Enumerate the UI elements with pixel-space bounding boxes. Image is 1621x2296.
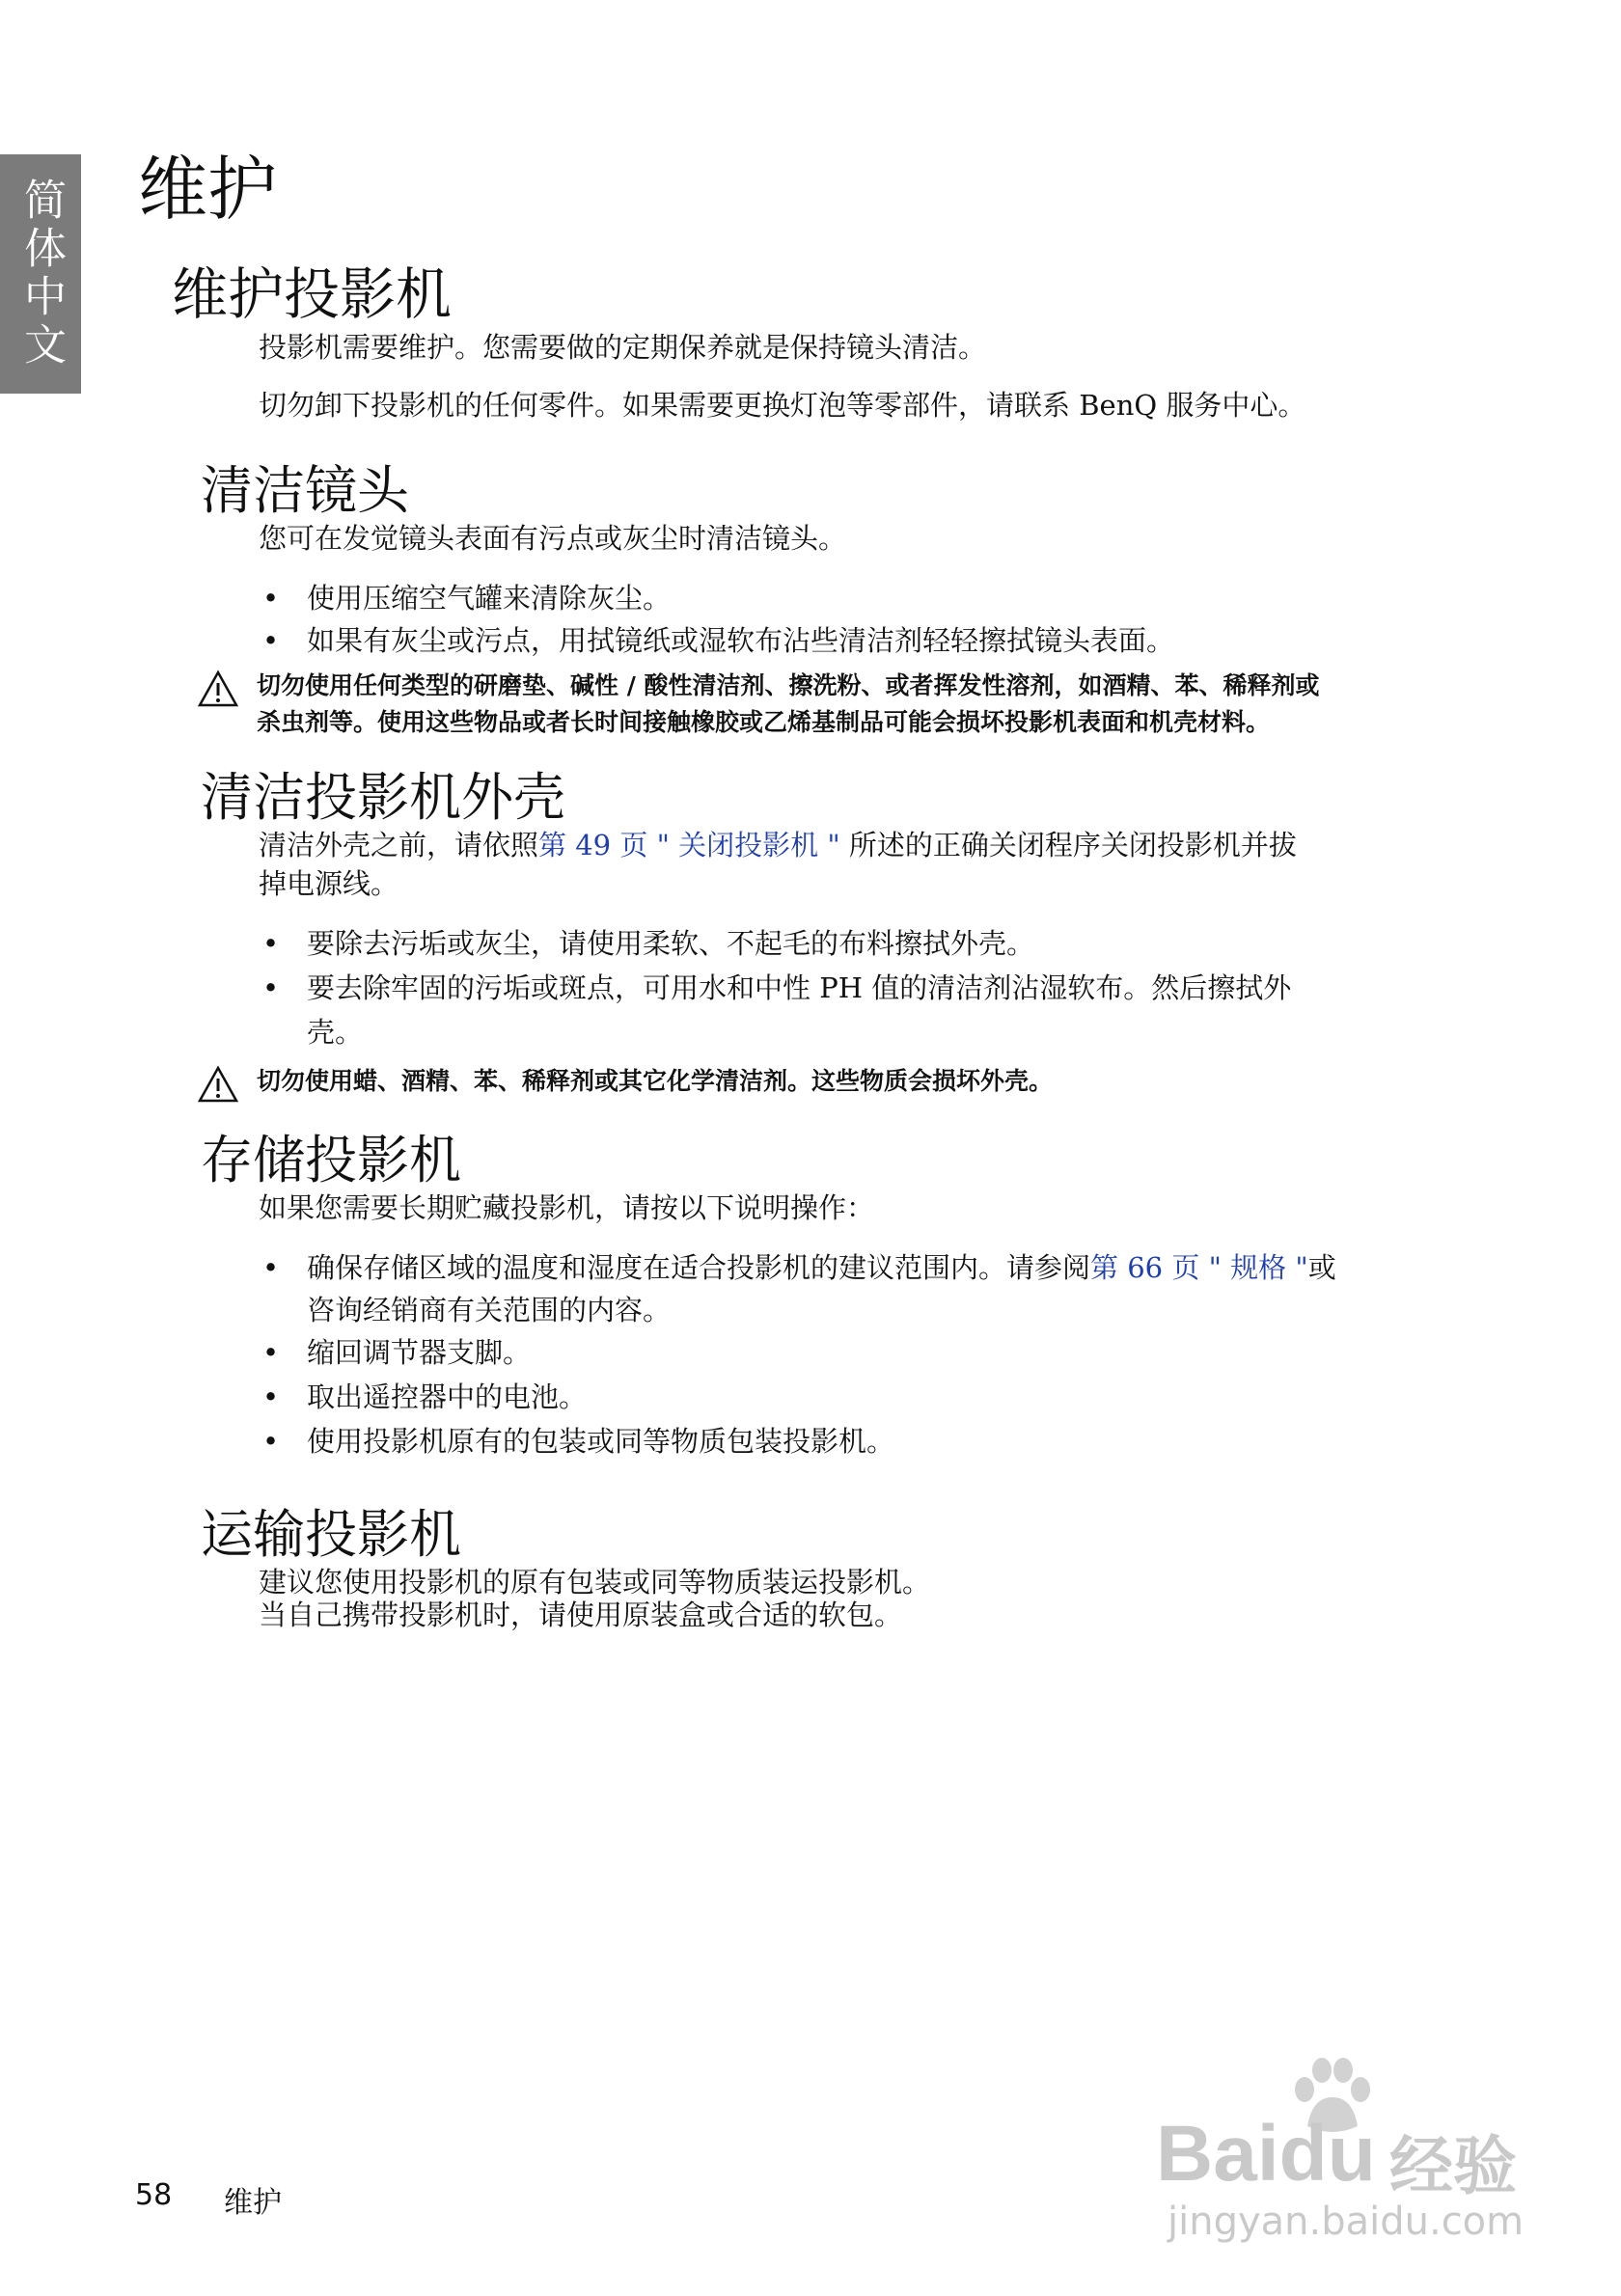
list-item-text: 如果有灰尘或污点，用拭镜纸或湿软布沾些清洁剂轻轻擦拭镜头表面。 (307, 624, 1175, 657)
list-item-text: 要除去污垢或灰尘，请使用柔软、不起毛的布料擦拭外壳。 (307, 927, 1035, 960)
list-item-text: 取出遥控器中的电池。 (307, 1380, 588, 1413)
list-item: • 缩回调节器支脚。 (262, 1336, 532, 1369)
list-item: • 取出遥控器中的电池。 (262, 1380, 588, 1413)
list-item-text: 使用压缩空气罐来清除灰尘。 (307, 582, 672, 615)
list-item-text: 要去除牢固的污垢或斑点，可用水和中性 PH 值的清洁剂沾湿软布。然后擦拭外 (307, 971, 1292, 1004)
watermark-url: jingyan.baidu.com (1168, 2200, 1525, 2244)
watermark-brand: Baidu (1156, 2110, 1376, 2198)
footer-chapter-label: 维护 (224, 2186, 282, 2220)
transport-paragraph-1: 建议您使用投影机的原有包装或同等物质装运投影机。 (259, 1566, 931, 1599)
maintain-paragraph-2: 切勿卸下投影机的任何零件。如果需要更换灯泡等零部件，请联系 BenQ 服务中心。 (259, 389, 1306, 422)
list-item-text: 缩回调节器支脚。 (307, 1336, 532, 1369)
lens-intro: 您可在发觉镜头表面有污点或灰尘时清洁镜头。 (259, 522, 847, 555)
warning-icon (197, 1065, 239, 1104)
case-warning: 切勿使用蜡、酒精、苯、稀释剂或其它化学清洁剂。这些物质会损坏外壳。 (257, 1067, 1054, 1095)
watermark-suffix: 经验 (1389, 2129, 1517, 2203)
shutdown-page-link[interactable]: 第 49 页 " 关闭投影机 " (538, 829, 840, 861)
list-item-continued: 壳。 (307, 1016, 364, 1049)
section-title-case: 清洁投影机外壳 (201, 767, 565, 828)
chapter-title: 维护 (138, 149, 278, 230)
warning-icon (197, 670, 239, 708)
page-number: 58 (135, 2178, 173, 2212)
case-intro-post: 所述的正确关闭程序关闭投影机并拔 (839, 829, 1297, 861)
list-item: • 确保存储区域的温度和湿度在适合投影机的建议范围内。请参阅第 66 页 " 规格 "或 (262, 1251, 1336, 1284)
maintain-paragraph-1: 投影机需要维护。您需要做的定期保养就是保持镜头清洁。 (259, 331, 987, 364)
case-intro-pre: 清洁外壳之前，请依照 (259, 829, 539, 861)
section-title-storage: 存储投影机 (201, 1130, 461, 1190)
specs-page-link[interactable]: 第 66 页 " 规格 " (1090, 1251, 1308, 1284)
transport-paragraph-2: 当自己携带投影机时，请使用原装盒或合适的软包。 (259, 1599, 903, 1631)
language-side-tab (0, 154, 81, 394)
section-title-lens: 清洁镜头 (201, 460, 409, 521)
list-item: • 使用压缩空气罐来清除灰尘。 (262, 582, 672, 615)
storage-bullet-1-post: 或 (1307, 1251, 1336, 1284)
case-intro (259, 824, 1297, 866)
lens-warning-line-2: 杀虫剂等。使用这些物品或者长时间接触橡胶或乙烯基制品可能会损坏投影机表面和机壳材料。 (257, 708, 1271, 736)
list-item-text: 使用投影机原有的包装或同等物质包装投影机。 (307, 1425, 895, 1458)
side-tab-label: 简体中文 (16, 178, 66, 370)
lens-warning-line-1: 切勿使用任何类型的研磨垫、碱性 / 酸性清洁剂、擦洗粉、或者挥发性溶剂，如酒精、苯、稀释剂或 (257, 671, 1320, 699)
list-item: • 如果有灰尘或污点，用拭镜纸或湿软布沾些清洁剂轻轻擦拭镜头表面。 (262, 624, 1175, 657)
list-item: • 要除去污垢或灰尘，请使用柔软、不起毛的布料擦拭外壳。 (262, 927, 1035, 960)
case-intro-line-2: 掉电源线。 (259, 867, 399, 900)
storage-intro: 如果您需要长期贮藏投影机，请按以下说明操作： (259, 1191, 875, 1224)
section-title-maintain: 维护投影机 (172, 261, 453, 327)
list-item-continued: 咨询经销商有关范围的内容。 (307, 1294, 672, 1326)
list-item: • 要去除牢固的污垢或斑点，可用水和中性 PH 值的清洁剂沾湿软布。然后擦拭外 (262, 971, 1292, 1004)
storage-bullet-1-pre: 确保存储区域的温度和湿度在适合投影机的建议范围内。请参阅 (307, 1251, 1091, 1284)
list-item: • 使用投影机原有的包装或同等物质包装投影机。 (262, 1425, 895, 1458)
section-title-transport: 运输投影机 (201, 1504, 461, 1565)
